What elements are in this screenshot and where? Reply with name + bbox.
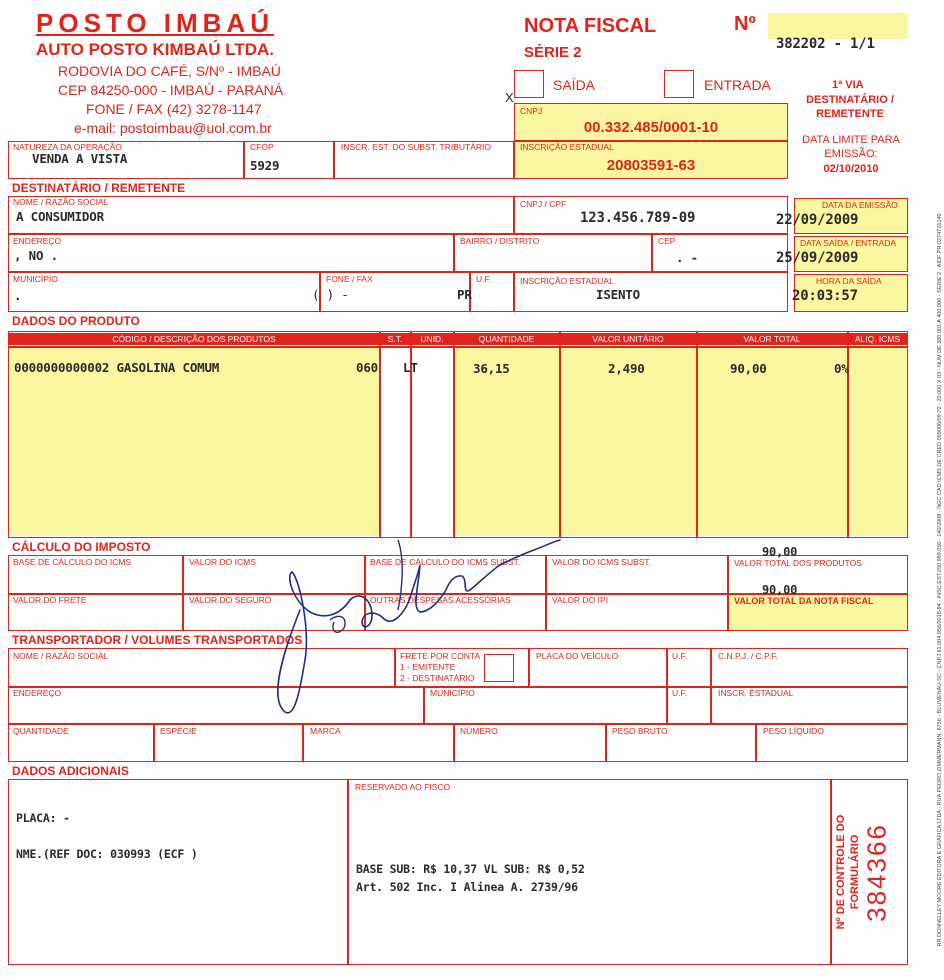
cfop-value: 5929 [250, 158, 280, 173]
transp-numero-label: NÚMERO [460, 726, 498, 736]
issuer-cep: CEP 84250-000 - IMBAÚ - PARANÁ [58, 82, 284, 98]
transp-placa-label: PLACA DO VEÍCULO [536, 651, 619, 661]
transp-quantidade-label: QUANTIDADE [13, 726, 69, 736]
transp-uf2-label: U.F. [672, 688, 688, 698]
nf-serie: SÉRIE 2 [524, 44, 582, 61]
col-st: S.T. [380, 333, 410, 345]
issuer-cnpj-label: CNPJ [520, 106, 543, 116]
product-total: 90,00 [730, 361, 767, 376]
transp-cnpj-label: C.N.P.J. / C.P.F. [718, 651, 778, 661]
base-icms-label: BASE DE CÁLCULO DO ICMS [13, 557, 132, 567]
issuer-brand: POSTO IMBAÚ [36, 8, 274, 38]
col-quantidade: QUANTIDADE [454, 333, 559, 345]
dest-bairro-label: BAIRRO / DISTRITO [460, 236, 540, 246]
transp-marca-label: MARCA [310, 726, 341, 736]
dest-fone-value: ( ) - [312, 287, 349, 302]
additional-section: DADOS ADICIONAIS [12, 764, 129, 778]
dest-cep-label: CEP [658, 236, 676, 246]
data-limite-value: 02/10/2010 [823, 163, 879, 175]
data-limite-label: DATA LIMITE PARA EMISSÃO: [802, 134, 900, 160]
dest-ie-value: ISENTO [596, 287, 640, 302]
hora-saida-value: 20:03:57 [792, 288, 858, 304]
issuer-address: RODOVIA DO CAFÉ, S/Nº - IMBAÚ [58, 63, 281, 79]
dest-cnpj-label: CNPJ / CPF [520, 199, 567, 209]
dest-nome-label: NOME / RAZÃO SOCIAL [13, 197, 109, 207]
data-emissao-label: DATA DA EMISSÃO [822, 200, 898, 210]
dest-uf-label: U.F. [476, 274, 492, 284]
transport-grid [8, 648, 908, 762]
dest-endereco-label: ENDEREÇO [13, 236, 62, 246]
product-unit: 2,490 [608, 361, 645, 376]
recipient-section: DESTINATÁRIO / REMETENTE [12, 181, 186, 195]
data-saida-value: 25/09/2009 [776, 250, 859, 266]
dest-cnpj-value: 123.456.789-09 [580, 210, 696, 226]
col-valor-unitario: VALOR UNITÁRIO [560, 333, 696, 345]
dest-endereco-value: , NO . [14, 248, 58, 263]
product-unid: LT [403, 360, 418, 375]
col-valor-total: VALOR TOTAL [697, 333, 847, 345]
issuer-ie-value: 20803591-63 [606, 157, 696, 174]
saida-checkbox[interactable] [514, 70, 544, 98]
via-dest: DESTINATÁRIO / REMETENTE [806, 94, 894, 120]
transport-section: TRANSPORTADOR / VOLUMES TRANSPORTADOS [12, 633, 303, 647]
entrada-checkbox[interactable] [664, 70, 694, 98]
issuer-company: AUTO POSTO KIMBAÚ LTDA. [36, 40, 274, 59]
saida-mark: X [505, 90, 514, 105]
transp-peso-bruto-label: PESO BRUTO [612, 726, 668, 736]
issuer-cnpj-value: 00.332.485/0001-10 [583, 119, 719, 136]
nf-number-value: 382202 - 1/1 [776, 36, 875, 52]
product-st: 060 [356, 360, 378, 375]
dest-cep-value: . - [676, 250, 698, 265]
valor-subst-label: VALOR DO ICMS SUBST. [552, 557, 652, 567]
total-prod-label: VALOR TOTAL DOS PRODUTOS [734, 558, 862, 568]
total-nota-value: 90,00 [762, 583, 798, 597]
valor-icms-label: VALOR DO ICMS [189, 557, 256, 567]
dest-uf-value: PR [457, 287, 472, 302]
dest-nome-value: A CONSUMIDOR [16, 209, 104, 224]
col-unid: UNID. [411, 333, 453, 345]
entrada-label: ENTRADA [704, 77, 771, 93]
nf-number-label: Nº [734, 13, 756, 35]
transp-frete-1: 1 - EMITENTE [400, 662, 456, 672]
natureza-label: NATUREZA DA OPERAÇÃO [13, 142, 122, 152]
dest-endereco-box [8, 234, 454, 272]
inscr-subst-label: INSCR. EST. DO SUBST. TRIBUTÁRIO [341, 142, 492, 152]
frete-checkbox[interactable] [484, 654, 514, 682]
cfop-label: CFOP [250, 142, 274, 152]
product-code-desc: 0000000000002 GASOLINA COMUM [14, 360, 220, 375]
saida-label: SAÍDA [553, 77, 596, 93]
frete-label: VALOR DO FRETE [13, 595, 87, 605]
natureza-value: VENDA A VISTA [32, 151, 128, 166]
via-label: 1ª VIA [832, 79, 864, 91]
fisco-label: RESERVADO AO FISCO [355, 782, 451, 792]
transp-municipio-label: MUNICÍPIO [430, 688, 475, 698]
printer-side-text: RR DONNELLEY MOORE EDITORA E GRÁFICA LTDA - RUA PEDRO ZIMMERMANN, 6756 - BLUMENAU-SC - CNPJ 61.004.956/0018-94 - INSC.EST.250.989.050 - 140/2008 - NGC CAD ICMS DE CRED 099006/09-72 - 20.000 X 03 - NUM DE 380.001 A 400.000 - SÉRIE 2 - AIDF PR 0274725140 [937, 213, 943, 947]
transp-frete-label: FRETE POR CONTA [400, 651, 481, 661]
additional-ref: NME.(REF DOC: 030993 (ECF ) [16, 847, 198, 861]
fisco-line2: Art. 502 Inc. I Alinea A. 2739/96 [356, 880, 578, 894]
fisco-line1: BASE SUB: R$ 10,37 VL SUB: R$ 0,52 [356, 862, 585, 876]
controle-number: 384366 [861, 823, 892, 922]
seguro-label: VALOR DO SEGURO [189, 595, 272, 605]
outras-label: OUTRAS DESPESAS ACESSÓRIAS [370, 595, 511, 605]
issuer-email: e-mail: postoimbau@uol.com.br [74, 120, 272, 136]
total-prod-value: 90,00 [762, 545, 798, 559]
dest-municipio-label: MUNICÍPIO [13, 274, 58, 284]
controle-label: Nº DE CONTROLE DO FORMULÁRIO [835, 814, 861, 930]
products-section: DADOS DO PRODUTO [12, 314, 140, 328]
ipi-label: VALOR DO IPI [552, 595, 609, 605]
issuer-phone: FONE / FAX (42) 3278-1147 [86, 101, 262, 117]
transp-especie-label: ESPÉCIE [160, 726, 197, 736]
data-emissao-value: 22/09/2009 [776, 212, 859, 228]
transp-frete-2: 2 - DESTINATÁRIO [400, 673, 475, 683]
transp-uf-label: U.F. [672, 651, 688, 661]
product-qtd: 36,15 [473, 361, 510, 376]
col-aliq: ALIQ. ICMS [848, 333, 907, 345]
product-aliq: 0% [834, 361, 849, 376]
total-nota-label: VALOR TOTAL DA NOTA FISCAL [734, 596, 874, 606]
issuer-ie-label: INSCRIÇÃO ESTADUAL [520, 142, 614, 152]
dest-ie-label: INSCRIÇÃO ESTADUAL [520, 276, 614, 286]
transp-endereco-label: ENDEREÇO [13, 688, 62, 698]
col-code-desc: CÓDIGO / DESCRIÇÃO DOS PRODUTOS [9, 333, 379, 345]
transp-peso-liquido-label: PESO LÍQUIDO [763, 726, 824, 736]
transp-inscr-label: INSCR. ESTADUAL [718, 688, 794, 698]
dest-municipio-value: . [14, 288, 22, 303]
additional-placa: PLACA: - [16, 811, 70, 825]
transp-nome-label: NOME / RAZÃO SOCIAL [13, 651, 109, 661]
base-subst-label: BASE DE CÁLCULO DO ICMS SUBST. [370, 557, 521, 567]
dest-fone-label: FONE / FAX [326, 274, 373, 284]
nf-title: NOTA FISCAL [524, 15, 657, 37]
tax-section: CÁLCULO DO IMPOSTO [12, 540, 151, 554]
hora-saida-label: HORA DA SAÍDA [816, 276, 882, 286]
data-saida-label: DATA SAÍDA / ENTRADA [800, 238, 897, 248]
